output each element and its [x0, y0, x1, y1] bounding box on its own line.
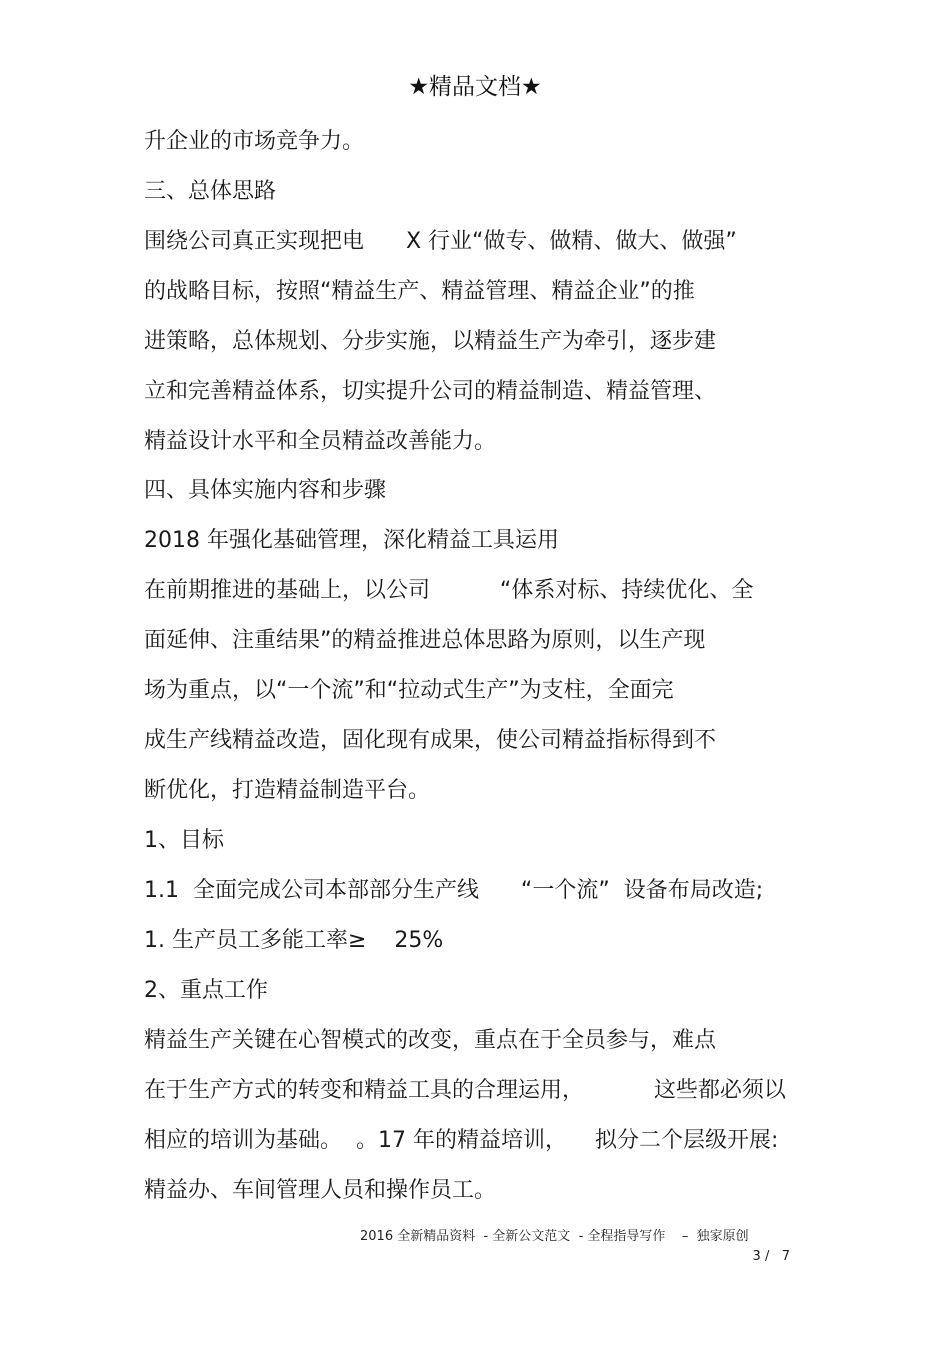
- section-heading-overall-approach: 三、总体思路: [144, 179, 277, 204]
- body-line: 场为重点，以“一个流”和“拉动式生产”为支柱，全面完: [144, 678, 674, 703]
- page-number: 3 / 7: [752, 1249, 790, 1264]
- body-line: 精益办、车间管理人员和操作员工。: [144, 1178, 497, 1203]
- body-line: 进策略，总体规划、分步实施，以精益生产为牵引，逐步建: [144, 329, 717, 354]
- goal-item: 1.1 全面完成公司本部部分生产线 “一个流” 设备布局改造;: [144, 878, 764, 903]
- subheading-key-work: 2、重点工作: [144, 978, 268, 1003]
- section-heading-implementation: 四、具体实施内容和步骤: [144, 478, 387, 503]
- page-header-title: ★精品文档★: [408, 74, 542, 100]
- footer-note: 2016 全新精品资料 - 全新公文范文 - 全程指导写作 – 独家原创: [360, 1229, 749, 1244]
- body-line: 相应的培训为基础。 。17 年的精益培训， 拟分二个层级开展:: [144, 1128, 779, 1153]
- body-line: 在于生产方式的转变和精益工具的合理运用， 这些都必须以: [144, 1078, 786, 1103]
- subheading-2018: 2018 年强化基础管理，深化精益工具运用: [144, 528, 559, 553]
- body-line: 升企业的市场竞争力。: [144, 129, 365, 154]
- body-line: 断优化，打造精益制造平台。: [144, 778, 431, 803]
- subheading-goals: 1、目标: [144, 828, 224, 853]
- body-line: 精益生产关键在心智模式的改变，重点在于全员参与，难点: [144, 1028, 717, 1053]
- body-line: 精益设计水平和全员精益改善能力。: [144, 429, 497, 454]
- body-line: 立和完善精益体系，切实提升公司的精益制造、精益管理、: [144, 379, 717, 404]
- body-line: 的战略目标，按照“精益生产、精益管理、精益企业”的推: [144, 279, 695, 304]
- goal-item: 1. 生产员工多能工率≥ 25%: [144, 928, 444, 953]
- body-line: 面延伸、注重结果”的精益推进总体思路为原则，以生产现: [144, 628, 706, 653]
- body-line: 成生产线精益改造，固化现有成果，使公司精益指标得到不: [144, 728, 717, 753]
- body-line: 围绕公司真正实现把电 X 行业“做专、做精、做大、做强”: [144, 229, 737, 254]
- body-line: 在前期推进的基础上，以公司 “体系对标、持续优化、全: [144, 578, 754, 603]
